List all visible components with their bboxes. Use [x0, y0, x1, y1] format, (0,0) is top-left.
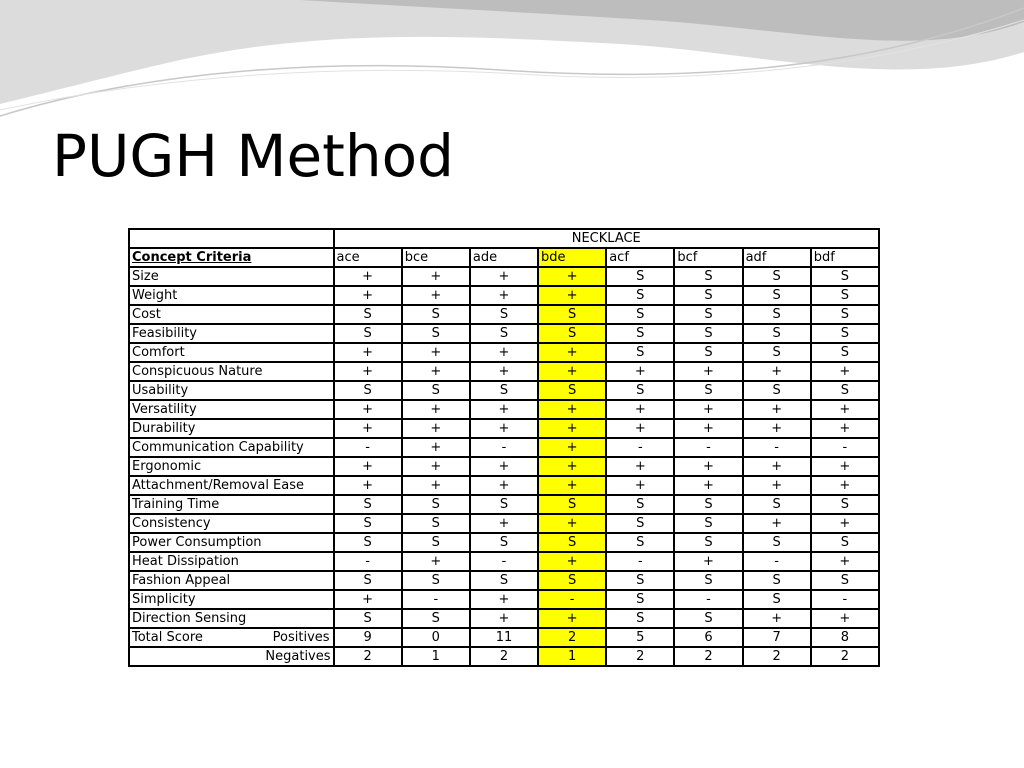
rating-cell: -	[674, 590, 742, 609]
rating-cell: S	[538, 533, 606, 552]
rating-cell: +	[538, 419, 606, 438]
rating-cell: S	[606, 609, 674, 628]
criterion-label: Consistency	[129, 514, 334, 533]
criterion-row	[129, 305, 879, 324]
column-header-bce: bce	[402, 248, 470, 267]
rating-cell: S	[402, 571, 470, 590]
negatives-count: 1	[402, 647, 470, 666]
criterion-row	[129, 533, 879, 552]
rating-cell: S	[538, 571, 606, 590]
rating-cell: S	[811, 324, 879, 343]
rating-cell: -	[743, 438, 811, 457]
criteria-header-label: Concept Criteria	[132, 250, 252, 265]
rating-cell: S	[606, 495, 674, 514]
rating-cell: -	[811, 590, 879, 609]
total-score-label: Total Score	[132, 630, 203, 645]
criterion-label: Comfort	[129, 343, 334, 362]
negatives-label: Negatives	[129, 647, 334, 666]
rating-cell: -	[811, 438, 879, 457]
negatives-count: 2	[606, 647, 674, 666]
rating-cell: S	[743, 305, 811, 324]
criterion-row	[129, 495, 879, 514]
rating-cell: +	[538, 457, 606, 476]
rating-cell: +	[743, 457, 811, 476]
criterion-row	[129, 267, 879, 286]
rating-cell: +	[538, 514, 606, 533]
rating-cell: -	[743, 552, 811, 571]
rating-cell: S	[674, 495, 742, 514]
rating-cell: -	[334, 552, 402, 571]
rating-cell: S	[811, 305, 879, 324]
rating-cell: +	[538, 286, 606, 305]
rating-cell: S	[402, 305, 470, 324]
rating-cell: +	[334, 457, 402, 476]
rating-cell: S	[470, 571, 538, 590]
rating-cell: -	[334, 438, 402, 457]
rating-cell: +	[334, 476, 402, 495]
criterion-row	[129, 609, 879, 628]
rating-cell: +	[674, 552, 742, 571]
rating-cell: +	[811, 457, 879, 476]
negatives-count: 1	[538, 647, 606, 666]
rating-cell: S	[674, 533, 742, 552]
rating-cell: S	[743, 324, 811, 343]
rating-cell: +	[402, 362, 470, 381]
criterion-label: Heat Dissipation	[129, 552, 334, 571]
rating-cell: -	[470, 552, 538, 571]
rating-cell: S	[334, 533, 402, 552]
rating-cell: +	[606, 400, 674, 419]
criterion-row	[129, 590, 879, 609]
rating-cell: S	[402, 514, 470, 533]
rating-cell: S	[743, 533, 811, 552]
pugh-matrix-body	[129, 229, 879, 666]
rating-cell: +	[470, 419, 538, 438]
criterion-label: Power Consumption	[129, 533, 334, 552]
rating-cell: S	[811, 286, 879, 305]
rating-cell: +	[470, 400, 538, 419]
rating-cell: +	[470, 457, 538, 476]
criterion-row	[129, 343, 879, 362]
rating-cell: S	[674, 324, 742, 343]
rating-cell: +	[538, 267, 606, 286]
rating-cell: +	[743, 362, 811, 381]
rating-cell: +	[743, 419, 811, 438]
criterion-row	[129, 286, 879, 305]
criterion-label: Direction Sensing	[129, 609, 334, 628]
rating-cell: S	[811, 343, 879, 362]
rating-cell: S	[811, 267, 879, 286]
rating-cell: S	[470, 495, 538, 514]
criterion-label: Weight	[129, 286, 334, 305]
rating-cell: S	[334, 305, 402, 324]
rating-cell: S	[470, 533, 538, 552]
criterion-label: Cost	[129, 305, 334, 324]
rating-cell: +	[470, 476, 538, 495]
rating-cell: S	[743, 267, 811, 286]
column-header-bde: bde	[538, 248, 606, 267]
rating-cell: S	[402, 495, 470, 514]
rating-cell: +	[538, 552, 606, 571]
rating-cell: +	[470, 514, 538, 533]
criterion-row	[129, 400, 879, 419]
rating-cell: S	[606, 381, 674, 400]
column-header-adf: adf	[743, 248, 811, 267]
rating-cell: +	[606, 362, 674, 381]
rating-cell: +	[402, 457, 470, 476]
rating-cell: +	[470, 609, 538, 628]
rating-cell: S	[402, 381, 470, 400]
rating-cell: S	[334, 324, 402, 343]
criterion-row	[129, 438, 879, 457]
rating-cell: +	[334, 362, 402, 381]
criterion-row	[129, 381, 879, 400]
rating-cell: +	[402, 419, 470, 438]
negatives-count: 2	[811, 647, 879, 666]
rating-cell: +	[402, 400, 470, 419]
rating-cell: +	[811, 476, 879, 495]
rating-cell: S	[334, 571, 402, 590]
rating-cell: +	[402, 552, 470, 571]
rating-cell: +	[334, 286, 402, 305]
rating-cell: S	[674, 343, 742, 362]
rating-cell: +	[334, 419, 402, 438]
criterion-row	[129, 514, 879, 533]
group-header: NECKLACE	[334, 229, 879, 248]
rating-cell: S	[674, 609, 742, 628]
criterion-label: Versatility	[129, 400, 334, 419]
rating-cell: S	[743, 381, 811, 400]
positives-count: 0	[402, 628, 470, 647]
rating-cell: +	[470, 590, 538, 609]
rating-cell: S	[538, 381, 606, 400]
rating-cell: +	[402, 438, 470, 457]
rating-cell: S	[811, 495, 879, 514]
group-header-row	[129, 229, 879, 248]
rating-cell: S	[743, 495, 811, 514]
rating-cell: S	[538, 495, 606, 514]
rating-cell: +	[538, 362, 606, 381]
negatives-count: 2	[743, 647, 811, 666]
rating-cell: S	[674, 267, 742, 286]
rating-cell: S	[674, 571, 742, 590]
column-header-bdf: bdf	[811, 248, 879, 267]
rating-cell: S	[606, 343, 674, 362]
rating-cell: +	[538, 400, 606, 419]
rating-cell: -	[606, 438, 674, 457]
rating-cell: S	[334, 514, 402, 533]
rating-cell: S	[402, 609, 470, 628]
rating-cell: S	[606, 571, 674, 590]
rating-cell: S	[402, 324, 470, 343]
rating-cell: S	[811, 533, 879, 552]
positives-count: 6	[674, 628, 742, 647]
rating-cell: S	[674, 514, 742, 533]
rating-cell: +	[470, 362, 538, 381]
rating-cell: +	[674, 476, 742, 495]
criterion-label: Size	[129, 267, 334, 286]
rating-cell: +	[811, 362, 879, 381]
rating-cell: +	[743, 476, 811, 495]
criterion-label: Attachment/Removal Ease	[129, 476, 334, 495]
rating-cell: +	[811, 419, 879, 438]
rating-cell: +	[811, 609, 879, 628]
rating-cell: +	[538, 438, 606, 457]
criterion-row	[129, 362, 879, 381]
criterion-row	[129, 324, 879, 343]
positives-count: 8	[811, 628, 879, 647]
negatives-row	[129, 647, 879, 666]
rating-cell: S	[334, 381, 402, 400]
criterion-label: Conspicuous Nature	[129, 362, 334, 381]
rating-cell: +	[743, 400, 811, 419]
criterion-label: Ergonomic	[129, 457, 334, 476]
positives-count: 7	[743, 628, 811, 647]
rating-cell: -	[674, 438, 742, 457]
pugh-matrix-table	[128, 228, 880, 667]
rating-cell: +	[606, 419, 674, 438]
rating-cell: +	[743, 514, 811, 533]
rating-cell: +	[402, 343, 470, 362]
rating-cell: S	[606, 305, 674, 324]
criterion-label: Durability	[129, 419, 334, 438]
rating-cell: +	[402, 476, 470, 495]
rating-cell: +	[674, 400, 742, 419]
criterion-row	[129, 419, 879, 438]
rating-cell: S	[606, 533, 674, 552]
criterion-label: Fashion Appeal	[129, 571, 334, 590]
rating-cell: S	[743, 286, 811, 305]
rating-cell: +	[538, 476, 606, 495]
negatives-count: 2	[674, 647, 742, 666]
criterion-label: Simplicity	[129, 590, 334, 609]
rating-cell: S	[811, 571, 879, 590]
positives-row	[129, 628, 879, 647]
page-title: PUGH Method	[52, 122, 454, 190]
rating-cell: S	[674, 381, 742, 400]
rating-cell: +	[674, 419, 742, 438]
rating-cell: S	[606, 286, 674, 305]
positives-label: Positives	[272, 630, 330, 645]
rating-cell: S	[606, 267, 674, 286]
rating-cell: +	[334, 267, 402, 286]
rating-cell: +	[606, 457, 674, 476]
rating-cell: +	[606, 476, 674, 495]
rating-cell: -	[538, 590, 606, 609]
rating-cell: S	[606, 514, 674, 533]
rating-cell: S	[470, 324, 538, 343]
rating-cell: S	[538, 305, 606, 324]
rating-cell: -	[606, 552, 674, 571]
rating-cell: +	[674, 457, 742, 476]
rating-cell: S	[811, 381, 879, 400]
rating-cell: S	[606, 590, 674, 609]
rating-cell: +	[811, 400, 879, 419]
rating-cell: -	[470, 438, 538, 457]
column-header-acf: acf	[606, 248, 674, 267]
criterion-label: Usability	[129, 381, 334, 400]
column-header-row	[129, 248, 879, 267]
rating-cell: +	[334, 400, 402, 419]
criterion-label: Feasibility	[129, 324, 334, 343]
rating-cell: +	[811, 514, 879, 533]
column-header-ade: ade	[470, 248, 538, 267]
rating-cell: S	[402, 533, 470, 552]
column-header-bcf: bcf	[674, 248, 742, 267]
negatives-count: 2	[334, 647, 402, 666]
positives-count: 5	[606, 628, 674, 647]
rating-cell: S	[470, 381, 538, 400]
rating-cell: +	[334, 590, 402, 609]
criterion-row	[129, 457, 879, 476]
rating-cell: S	[743, 343, 811, 362]
rating-cell: +	[470, 286, 538, 305]
positives-count: 11	[470, 628, 538, 647]
rating-cell: +	[470, 267, 538, 286]
rating-cell: S	[334, 609, 402, 628]
rating-cell: +	[334, 343, 402, 362]
rating-cell: S	[743, 590, 811, 609]
rating-cell: +	[402, 286, 470, 305]
rating-cell: S	[538, 324, 606, 343]
positives-count: 9	[334, 628, 402, 647]
rating-cell: +	[402, 267, 470, 286]
column-header-ace: ace	[334, 248, 402, 267]
rating-cell: +	[743, 609, 811, 628]
rating-cell: +	[674, 362, 742, 381]
rating-cell: +	[538, 343, 606, 362]
criterion-row	[129, 571, 879, 590]
rating-cell: S	[674, 286, 742, 305]
rating-cell: S	[606, 324, 674, 343]
rating-cell: +	[538, 609, 606, 628]
rating-cell: +	[811, 552, 879, 571]
negatives-count: 2	[470, 647, 538, 666]
criteria-header	[129, 248, 334, 267]
positives-count: 2	[538, 628, 606, 647]
rating-cell: S	[743, 571, 811, 590]
rating-cell: S	[674, 305, 742, 324]
rating-cell: S	[470, 305, 538, 324]
rating-cell: -	[402, 590, 470, 609]
rating-cell: S	[334, 495, 402, 514]
total-score-label-cell	[129, 628, 334, 647]
criterion-row	[129, 476, 879, 495]
corner-cell	[129, 229, 334, 248]
criterion-label: Training Time	[129, 495, 334, 514]
header-wave-decoration	[0, 0, 1024, 130]
criterion-row	[129, 552, 879, 571]
criterion-label: Communication Capability	[129, 438, 334, 457]
rating-cell: +	[470, 343, 538, 362]
